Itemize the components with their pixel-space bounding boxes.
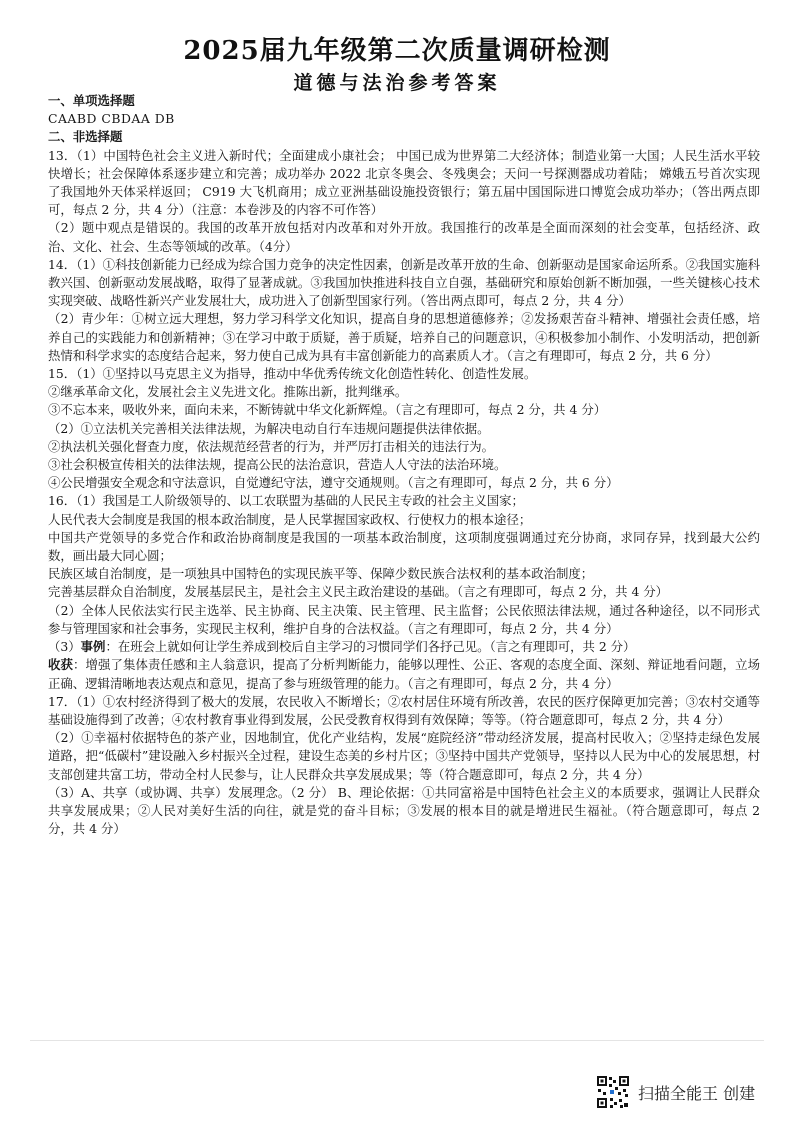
- q17-part3: （3）A、共享（或协调、共享）发展理念。（2 分） B、理论依据：①共同富裕是中国特色社会主义的本质要求，强调让人民群众共享发展成果；②人民对美好生活的向往，就是党的奋斗目标；③发展的根本目的就是增进民生福祉。（符合题意即可，每点 2 分，共 4 分）: [48, 784, 760, 837]
- q16-gains-label: 收获: [48, 657, 73, 673]
- q16-example-label: 事例: [80, 639, 106, 655]
- q16-line1: 16．（1）我国是工人阶级领导的、以工农联盟为基础的人民民主专政的社会主义国家；: [48, 493, 524, 509]
- q15-line4: （2）①立法机关完善相关法律法规，为解决电动自行车违规问题提供法律依据。: [48, 420, 490, 436]
- q16-line2: 人民代表大会制度是我国的根本政治制度，是人民掌握国家政权、行使权力的根本途径；: [48, 511, 532, 527]
- q16-part3-prefix: （3）: [48, 639, 81, 655]
- q16-line4: 民族区域自治制度，是一项独具中国特色的实现民族平等、保障少数民族合法权利的基本政治制度；: [48, 566, 594, 582]
- q15-line1: 15．（1）①坚持以马克思主义为指导，推动中华优秀传统文化创造性转化、创造性发展。: [48, 366, 537, 382]
- section-heading-open-questions: 二、非选择题: [48, 129, 123, 145]
- q16-line5: 完善基层群众自治制度，发展基层民主，是社会主义民主政治建设的基础。（言之有理即可，每点 2 分，共 4 分）: [48, 584, 669, 600]
- q16-line6: （2）全体人民依法实行民主选举、民主协商、民主决策、民主管理、民主监督；公民依照法律法规，通过各种途径，以不同形式参与管理国家和社会事务，实现民主权利，维护自身的合法权益。（言之有理即可，每点 2 分，共 4 分）: [48, 602, 760, 636]
- q16-gains-text: ：增强了集体责任感和主人翁意识，提高了分析判断能力，能够以理性、公正、客观的态度全面、深刻、辩证地看问题，立场正确、逻辑清晰地表达观点和意见，提高了参与班级管理的能力。（言之有理即可，每点 2 分，共 4 分）: [48, 657, 761, 691]
- section-heading-multiple-choice: 一、单项选择题: [48, 93, 135, 108]
- q15-line5: ②执法机关强化督查力度，依法规范经营者的行为，并严厉打击相关的违法行为。: [48, 438, 495, 454]
- q13-part2: （2）题中观点是错误的。我国的改革开放包括对内改革和对外开放。我国推行的改革是全面而深刻的社会变革，包括经济、政治、文化、社会、生态等领域的改革。（4分）: [48, 220, 760, 254]
- q16-part3-gains: [48, 656, 760, 692]
- q16-example-text: ：在班会上就如何让学生养成到校后自主学习的习惯同学们各抒己见。（言之有理即可，共 2 分）: [105, 639, 636, 655]
- q13-part1: 13．（1）中国特色社会主义进入新时代；全面建成小康社会； 中国已成为世界第二大经济体；制造业第一大国；人民生活水平较快增长；社会保障体系逐步建立和完善；成功举办 2022 北京冬奥会、冬残奥会；天问一号探测器成功着陆； 嫦娥五号首次实现了我国地外天体采样返回； C919 大飞机商用；成立亚洲基础设施投资银行；第五届中国国际进口博览会成功举办；（答出两点即可，每点 2 分，共 4 分）（注意：本卷涉及的内容不可作答）: [48, 147, 760, 218]
- q15-line2: ②继承革命文化，发展社会主义先进文化。推陈出新，批判继承。: [48, 384, 408, 400]
- q14-part2: （2）青少年：①树立远大理想，努力学习科学文化知识，提高自身的思想道德修养；②发扬艰苦奋斗精神、增强社会责任感，培养自己的实践能力和创新精神；③在学习中敢于质疑，善于质疑，培养自己的问题意识，④积极参加小制作、小发明活动，把创新热情和科学求实的态度结合起来，努力使自己成为具有丰富创新能力的高素质人才。（言之有理即可，每点 2 分，共 6 分）: [48, 311, 760, 363]
- multiple-choice-answers: CAABD CBDAA DB: [48, 111, 175, 127]
- q16-line3: 中国共产党领导的多党合作和政治协商制度是我国的一项基本政治制度，这项制度强调通过充分协商，求同存异，找到最大公约数，画出最大同心圆；: [48, 529, 760, 564]
- q15-line3: ③不忘本来，吸收外来，面向未来，不断铸就中华文化新辉煌。（言之有理即可，每点 2 分，共 4 分）: [48, 402, 607, 418]
- scanner-caption: 扫描全能王 创建: [638, 1083, 756, 1103]
- q14-part1: 14．（1）①科技创新能力已经成为综合国力竞争的决定性因素，创新是改革开放的生命、创新驱动是国家命运所系。②我国实施科教兴国、创新驱动发展战略，取得了显著成就。③我国加快推进科技自立自强，基础研究和原始创新不断加强，一些关键核心技术实现突破、战略性新兴产业发展壮大，成功进入了创新型国家行列。（答出两点即可，每点 2 分，共 4 分）: [48, 256, 760, 309]
- q16-part3-example: [48, 638, 760, 656]
- q15-line6: ③社会积极宣传相关的法律法规，提高公民的法治意识，营造人人守法的法治环境。: [48, 457, 507, 473]
- scanner-watermark: [596, 1072, 755, 1112]
- answer-content: [48, 92, 760, 838]
- q17-part2: （2）①幸福村依据特色的茶产业，因地制宜，优化产业结构，发展“庭院经济”带动经济发展，提高村民收入；②坚持走绿色发展道路，把“低碳村”建设融入乡村振兴全过程，建设生态美的乡村片区；③坚持中国共产党领导，坚持以人民为中心的发展思想，村支部创建共富工坊，带动全村人民参与，让人民群众共享发展成果；等（符合题意即可，每点 2 分，共 4 分）: [48, 730, 760, 782]
- page-subtitle: 道德与法治参考答案: [293, 72, 501, 94]
- page-title: 2025届九年级第二次质量调研检测: [183, 36, 611, 66]
- footer-divider: [30, 1040, 764, 1041]
- q15-line7: ④公民增强安全观念和守法意识，自觉遵纪守法，遵守交通规则。（言之有理即可，每点 2 分，共 6 分）: [48, 475, 619, 491]
- q17-part1: 17．（1）①农村经济得到了极大的发展，农民收入不断增长；②农村居住环境有所改善，农民的医疗保障更加完善；③农村交通等基础设施得到了改善；④农村教育事业得到发展，公民受教育权得到有效保障；等等。（符合题意即可，每点 2 分，共 4 分）: [48, 693, 760, 727]
- qr-code-icon: [596, 1075, 630, 1109]
